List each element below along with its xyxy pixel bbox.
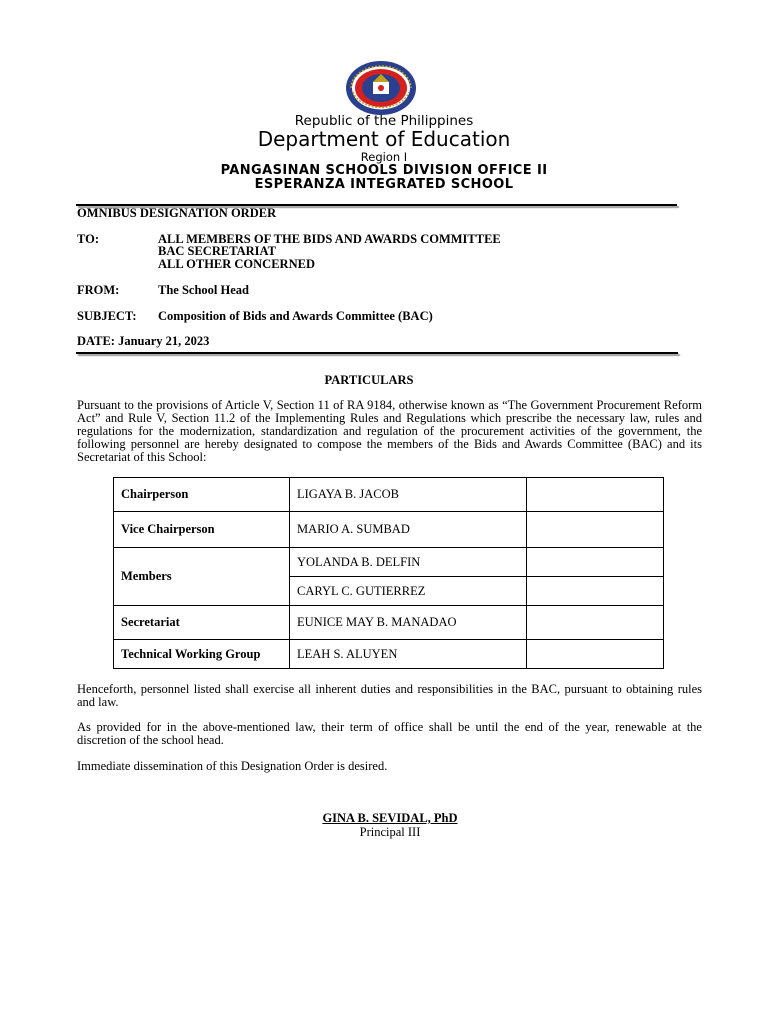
- table-row: [114, 548, 664, 577]
- role-cell: Chairperson: [114, 478, 290, 512]
- name-cell: LIGAYA B. JACOB: [290, 478, 527, 512]
- from-label: FROM:: [77, 283, 120, 297]
- blank-cell: [527, 577, 664, 606]
- table-row: [114, 512, 664, 548]
- name-cell: MARIO A. SUMBAD: [290, 512, 527, 548]
- name-cell: CARYL C. GUTIERREZ: [290, 577, 527, 606]
- signatory-name: GINA B. SEVIDAL, PhD: [322, 811, 458, 825]
- to-label: TO:: [77, 232, 99, 246]
- table-row: [114, 606, 664, 640]
- subject-value: Composition of Bids and Awards Committee (BAC): [158, 309, 433, 323]
- role-cell: Secretariat: [114, 606, 290, 640]
- name-cell: YOLANDA B. DELFIN: [290, 548, 527, 577]
- intro-paragraph: Pursuant to the provisions of Article V, Section 11 of RA 9184, otherwise known as “The Government Procurement Reform Act” and Rule V, Section 11.2 of the Implementing Rules and Regulations which prescribe the necessary law, rules and regulations for the modernization, standardization and regulation of the procurement activities of the government, the following personnel are hereby designated to compose the members of the Bids and Awards Committee (BAC) and its Secretariat of this School:: [77, 398, 702, 464]
- from-value: The School Head: [158, 283, 249, 297]
- particulars-heading: PARTICULARS: [324, 373, 414, 387]
- role-cell: Technical Working Group: [114, 640, 290, 669]
- deped-seal-logo: [345, 60, 417, 116]
- signatory-title: Principal III: [359, 825, 421, 839]
- subject-label: SUBJECT:: [77, 309, 137, 323]
- blank-cell: [527, 640, 664, 669]
- blank-cell: [527, 512, 664, 548]
- to-line: ALL MEMBERS OF THE BIDS AND AWARDS COMMITTEE: [158, 232, 501, 246]
- date-line: DATE: January 21, 2023: [77, 334, 210, 348]
- blank-cell: [527, 478, 664, 512]
- blank-cell: [527, 548, 664, 577]
- role-cell: Members: [114, 548, 290, 606]
- bac-composition-table: [113, 477, 664, 669]
- to-line: ALL OTHER CONCERNED: [158, 257, 315, 271]
- order-title: OMNIBUS DESIGNATION ORDER: [77, 206, 277, 220]
- role-cell: Vice Chairperson: [114, 512, 290, 548]
- division-office-heading: PANGASINAN SCHOOLS DIVISION OFFICE II: [220, 163, 548, 178]
- department-heading: Department of Education: [257, 127, 511, 151]
- name-cell: EUNICE MAY B. MANADAO: [290, 606, 527, 640]
- school-heading: ESPERANZA INTEGRATED SCHOOL: [254, 177, 514, 192]
- duties-paragraph: Henceforth, personnel listed shall exercise all inherent duties and responsibilities in the BAC, pursuant to obtaining rules and law.: [77, 682, 702, 709]
- table-row: [114, 640, 664, 669]
- blank-cell: [527, 606, 664, 640]
- dissemination-paragraph: Immediate dissemination of this Designation Order is desired.: [77, 759, 388, 773]
- memo-divider: [76, 352, 678, 354]
- name-cell: LEAH S. ALUYEN: [290, 640, 527, 669]
- term-paragraph: As provided for in the above-mentioned law, their term of office shall be until the end of the year, renewable at the discretion of the school head.: [77, 720, 702, 747]
- region-heading: Region I: [360, 150, 408, 164]
- to-line: BAC SECRETARIAT: [158, 244, 276, 258]
- republic-heading: Republic of the Philippines: [294, 113, 474, 129]
- table-row: [114, 478, 664, 512]
